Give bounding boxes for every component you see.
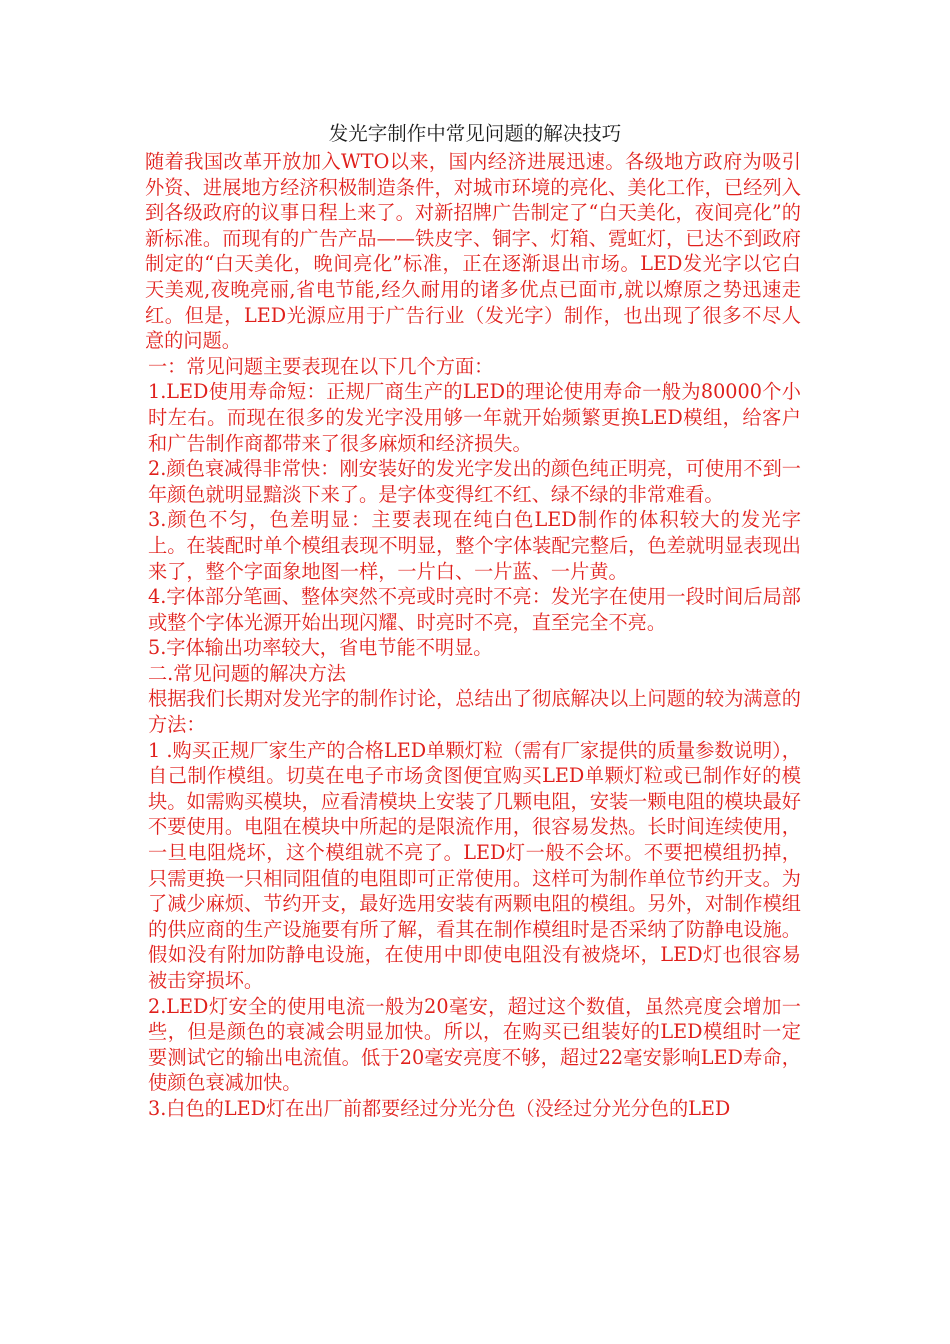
document-body <box>145 149 801 1122</box>
paragraph-problem-4: 4.字体部分笔画、整体突然不亮或时亮时不亮：发光字在使用一段时间后局部或整个字体光源开始出现闪耀、时亮时不亮，直至完全不亮。 <box>148 585 801 634</box>
paragraph-solution-1: 1 .购买正规厂家生产的合格LED单颗灯粒（需有厂家提供的质量参数说明），自己制作模组。切莫在电子市场贪图便宜购买LED单颗灯粒或已制作好的模块。如需购买模块，应看清模块上安装了几颗电阻，安装一颗电阻的模块最好不要使用。电阻在模块中所起的是限流作用，很容易发热。长时间连续使用，一旦电阻烧坏，这个模组就不亮了。LED灯一般不会坏。不要把模组扔掉，只需更换一只相同阻值的电阻即可正常使用。这样可为制作单位节约开支。为了减少麻烦、节约开支，最好选用安装有两颗电阻的模组。另外，对制作模组的供应商的生产设施要有所了解，看其在制作模组时是否采纳了防静电设施。假如没有附加防静电设施，在使用中即使电阻没有被烧坏，LED灯也很容易被击穿损坏。 <box>148 738 801 992</box>
paragraph-intro: 随着我国改革开放加入WTO以来，国内经济进展迅速。各级地方政府为吸引外资、进展地方经济积极制造条件，对城市环境的亮化、美化工作，已经列入到各级政府的议事日程上来了。对新招牌广告制定了“白天美化，夜间亮化”的新标准。而现有的广告产品——铁皮字、铜字、灯箱、霓虹灯，已达不到政府制定的“白天美化，晚间亮化”标准，正在逐渐退出市场。LED发光字以它白天美观,夜晚亮丽,省电节能,经久耐用的诸多优点已面市,就以燎原之势迅速走红。但是，LED光源应用于广告行业（发光字）制作，也出现了很多不尽人意的问题。 <box>145 150 801 353</box>
paragraph-solution-3: 3.白色的LED灯在出厂前都要经过分光分色（没经过分光分色的LED <box>148 1096 731 1120</box>
paragraph-problem-5: 5.字体输出功率较大，省电节能不明显。 <box>148 636 493 660</box>
section-heading-solutions: 二.常见问题的解决方法 <box>148 661 346 685</box>
paragraph-problem-1: 1.LED使用寿命短：正规厂商生产的LED的理论使用寿命一般为80000个小时左右。而现在很多的发光字没用够一年就开始频繁更换LED模组，给客户和广告制作商都带来了很多麻烦和经济损失。 <box>148 380 801 455</box>
paragraph-solutions-intro: 根据我们长期对发光字的制作讨论，总结出了彻底解决以上问题的较为满意的方法： <box>148 687 801 737</box>
paragraph-problem-3: 3.颜色不匀，色差明显：主要表现在纯白色LED制作的体积较大的发光字上。在装配时单个模组表现不明显，整个字体装配完整后，色差就明显表现出来了，整个字面象地图一样，一片白、一片蓝、一片黄。 <box>148 508 801 583</box>
paragraph-solution-2: 2.LED灯安全的使用电流一般为20毫安，超过这个数值，虽然亮度会增加一些，但是颜色的衰减会明显加快。所以，在购买已组装好的LED模组时一定要测试它的输出电流值。低于20毫安亮度不够，超过22毫安影响LED寿命，使颜色衰减加快。 <box>148 994 801 1095</box>
section-heading-common-problems: 一：常见问题主要表现在以下几个方面： <box>148 354 494 378</box>
paragraph-problem-2: 2.颜色衰减得非常快：刚安装好的发光字发出的颜色纯正明亮，可使用不到一年颜色就明显黯淡下来了。是字体变得红不红、绿不绿的非常难看。 <box>148 457 801 506</box>
document-title: 发光字制作中常见问题的解决技巧 <box>328 122 622 145</box>
